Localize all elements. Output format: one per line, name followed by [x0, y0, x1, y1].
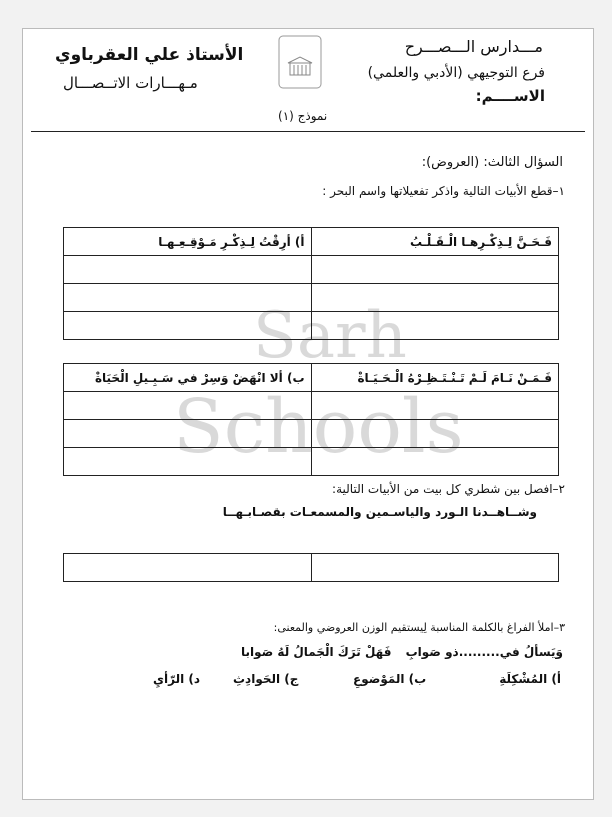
answer-cell[interactable] [311, 448, 559, 476]
split-table [63, 553, 559, 582]
subject-title: مـهـــارات الاتــصـــال [63, 74, 198, 92]
verse-b-first-hemistich: ب) ألا انْهَضْ وَسِرْ في سَـبِـيلِ الْحَيَاةْ [64, 364, 312, 392]
verse-b-second-hemistich: فَـمَـنْ نَـامَ لَـمْ تَـنْـتَـظِـرْهُ الْـحَـيَـاةْ [311, 364, 559, 392]
teacher-name: الأستاذ علي العقرباوي [55, 45, 244, 65]
part1-instruction: ١–قطع الأبيات التالية واذكر تفعيلاتها واسم البحر : [322, 184, 565, 198]
answer-cell[interactable] [64, 284, 312, 312]
answer-cell[interactable] [311, 420, 559, 448]
verse-a-second-hemistich: فَـحَـنَّ لِـذِكْـرِهـا الْـقَـلْـبُ [311, 228, 559, 256]
option-d[interactable]: د) الرّأيِ [153, 672, 201, 686]
school-name: مـــدارس الـــصـــرح [404, 37, 543, 56]
answer-cell[interactable] [64, 448, 312, 476]
school-logo [278, 35, 322, 89]
question-title: السؤال الثالث: (العروض): [421, 155, 563, 170]
answer-cell[interactable] [64, 256, 312, 284]
answer-cell[interactable] [64, 554, 312, 582]
answer-cell[interactable] [64, 392, 312, 420]
answer-cell[interactable] [311, 284, 559, 312]
option-c[interactable]: ج) الحَوادِثِ [233, 672, 299, 686]
answer-cell[interactable] [311, 312, 559, 340]
fill-blank-first-hemistich: وَيَسألُ في.........ذو صَوابِ [405, 645, 563, 659]
worksheet-page [22, 28, 594, 800]
answer-cell[interactable] [311, 554, 559, 582]
answer-cell[interactable] [311, 256, 559, 284]
model-number: نموذج (١) [278, 109, 328, 123]
verse-a-first-hemistich: أ) أرِقْتُ لِـذِكْـرِ مَـوْقِـعِـهـا [64, 228, 312, 256]
answer-cell[interactable] [64, 312, 312, 340]
answer-cell[interactable] [64, 420, 312, 448]
header-divider [31, 131, 585, 132]
watermark: Sarh [253, 299, 407, 373]
option-a[interactable]: أ) المُشْكِلَةِ [499, 672, 561, 686]
option-b[interactable]: ب) المَوْضوعِ [353, 672, 427, 686]
fill-blank-second-hemistich: فَهَلْ تَرَكَ الْجَمالُ لَهُ صَوابا [241, 645, 392, 659]
answer-cell[interactable] [311, 392, 559, 420]
watermark: Schools [173, 384, 464, 470]
part2-instruction: ٢–افصل بين شطري كل بيت من الأبيات التالية: [332, 482, 565, 496]
branch-label: فرع التوجيهي (الأدبي والعلمي) [367, 65, 545, 81]
part3-instruction: ٣–املأ الفراغ بالكلمة المناسبة لِيستقيم الوزن العروضي والمعنى: [273, 621, 565, 634]
part2-verse: وشــاهــدنا الـورد والياسـمين والمسمعـات بقصـابـهــا [222, 505, 537, 519]
scansion-table-b [63, 363, 559, 476]
scansion-table-a [63, 227, 559, 340]
student-name-label: الاســــم: [475, 87, 545, 105]
